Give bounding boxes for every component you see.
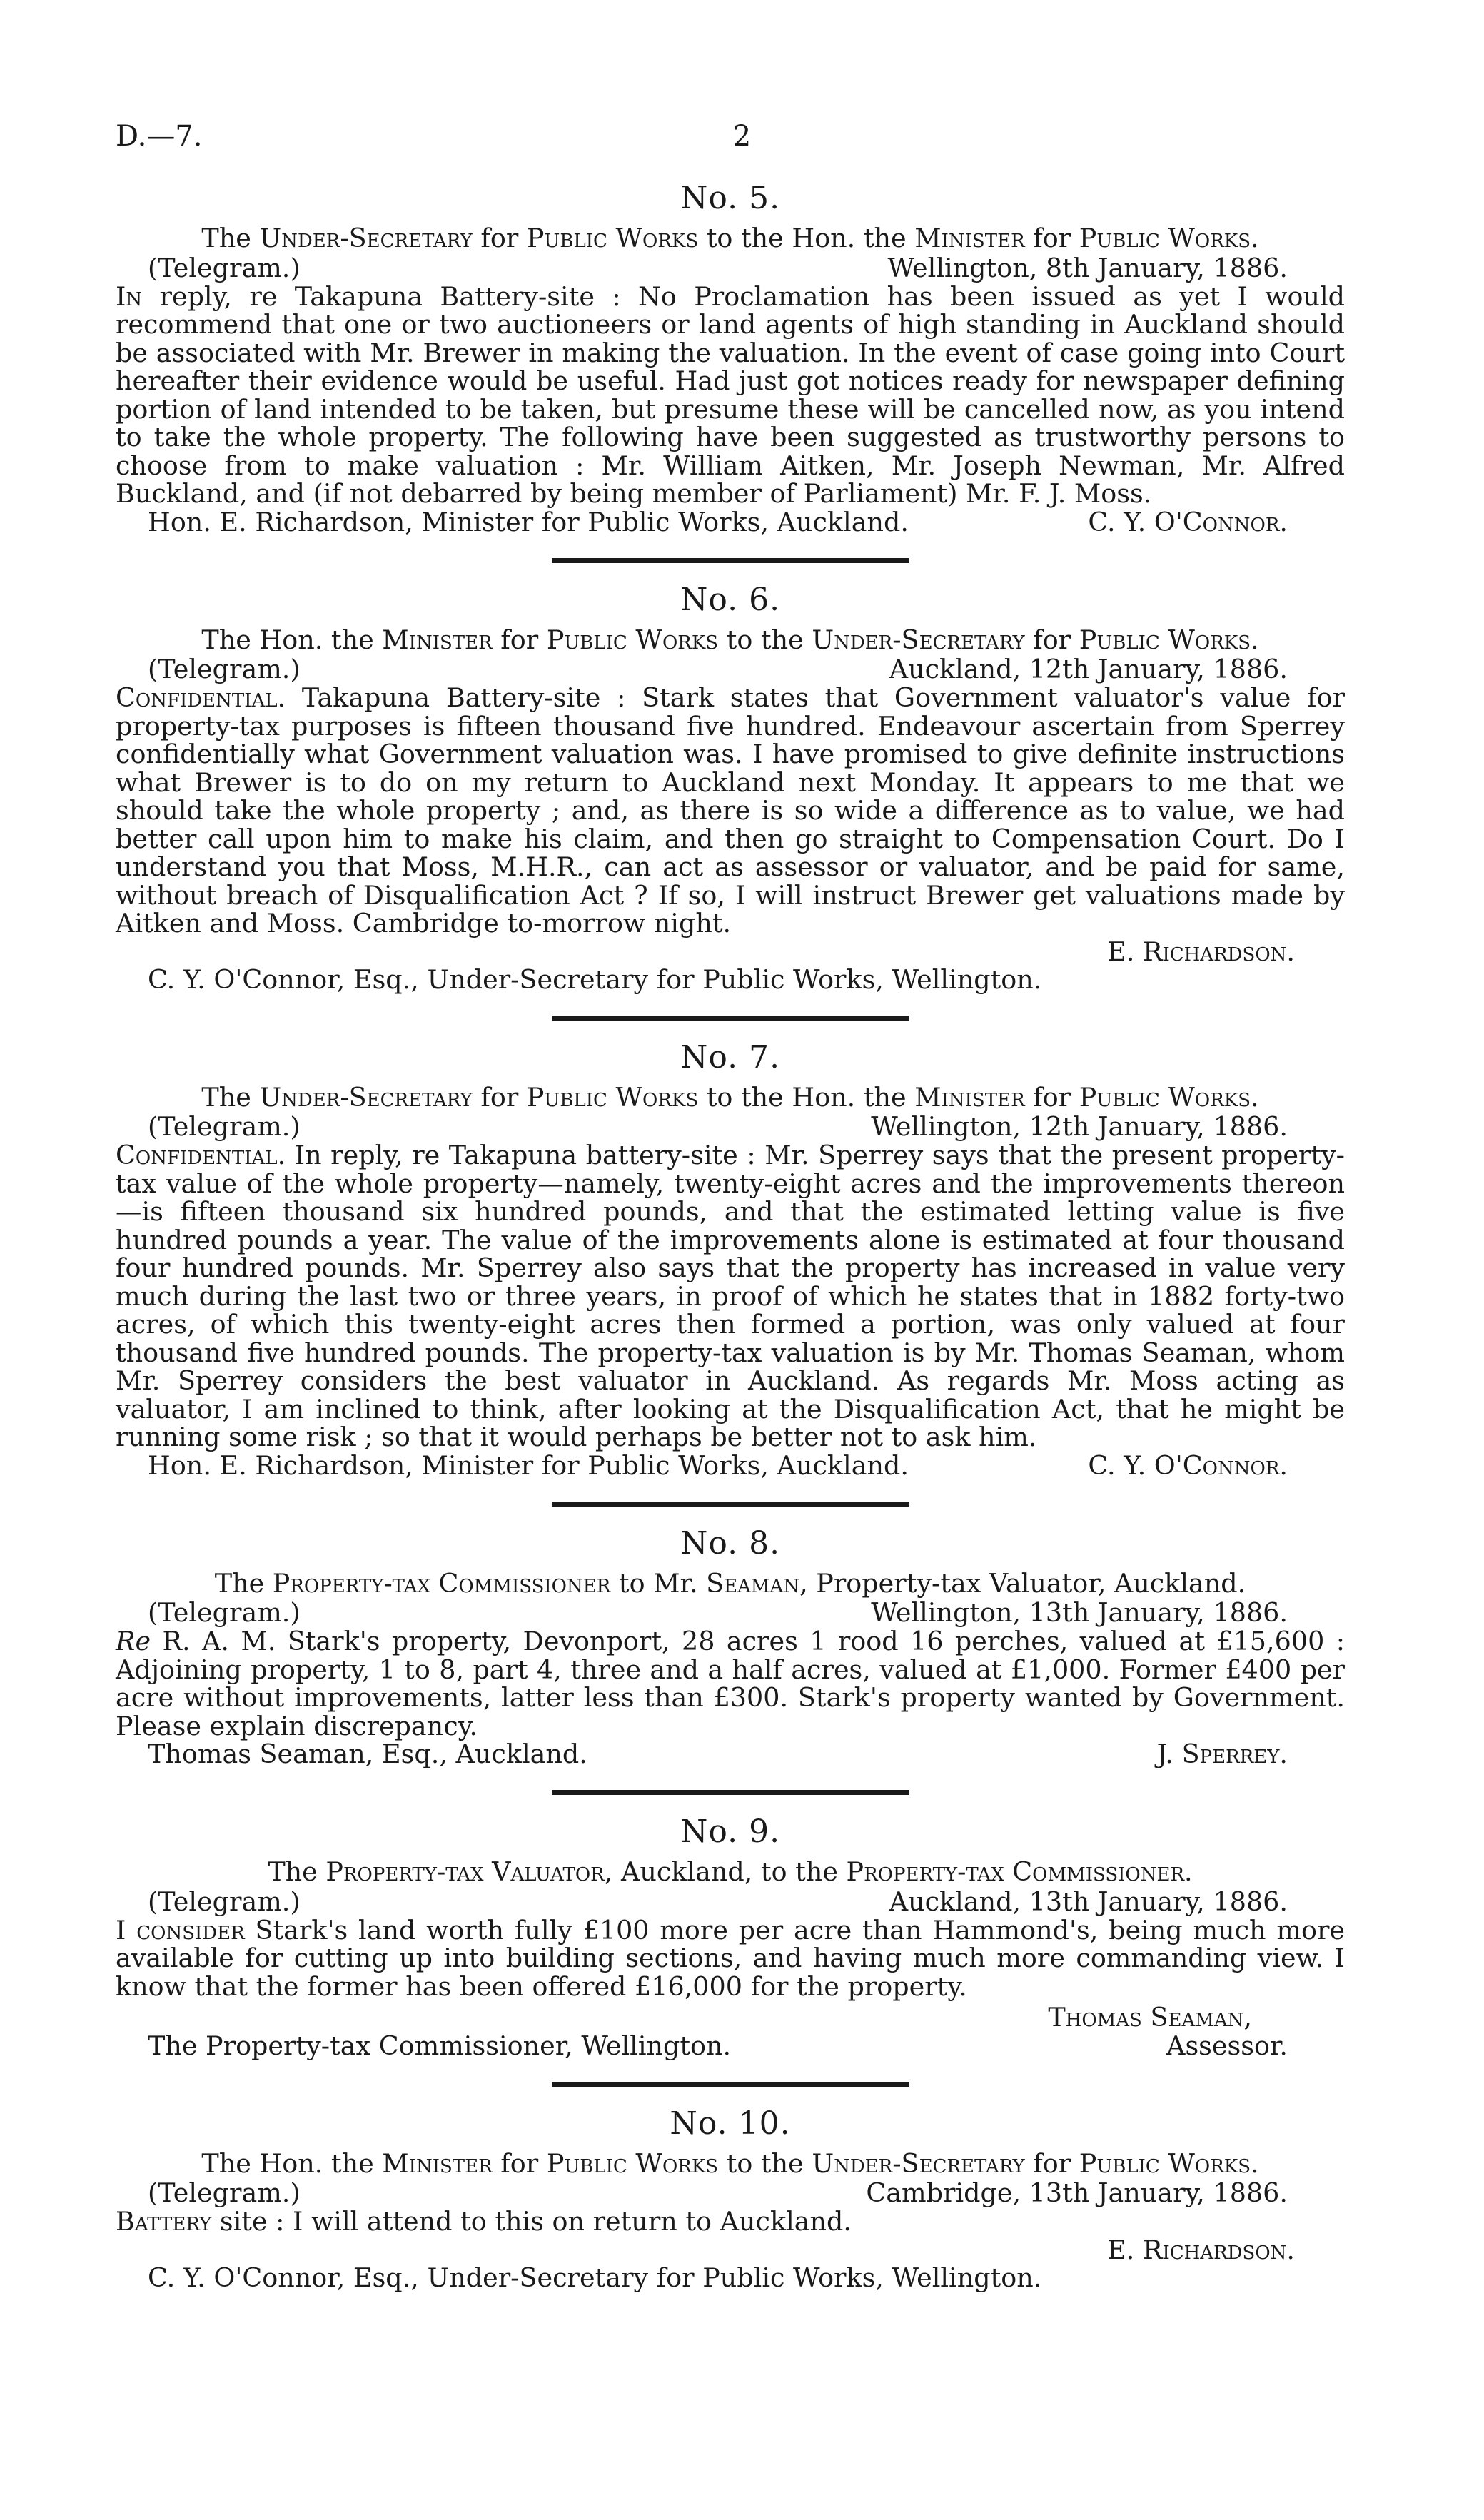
- signature-line: [116, 508, 1345, 537]
- signature: E. Richardson.: [1107, 2234, 1295, 2265]
- letter-number: No. 7.: [680, 1038, 781, 1076]
- signature-line: [116, 1740, 1345, 1768]
- place-date: Wellington, 8th January, 1886.: [887, 252, 1288, 283]
- letter-number: No. 5.: [680, 180, 781, 216]
- page-number: 2: [732, 120, 752, 153]
- addressee: C. Y. O'Connor, Esq., Under-Secretary for Public Works, Wellington.: [148, 964, 1042, 995]
- letter-no-10: [116, 2107, 1345, 2292]
- telegram-label: (Telegram.): [148, 654, 301, 684]
- letter-text: Re R. A. M. Stark's property, Devonport, 28 acres 1 rood 16 perches, valued at £15,600 : Adjoining property, 1 to 8, part 4, three and a half acres, valued at £1,000. Former £400 per acre without improvements, latter less than £300. Stark's property wanted by Government. Please explain discrepancy.: [116, 1626, 1345, 1741]
- telegram-label: (Telegram.): [148, 1597, 301, 1628]
- letter-number: No. 10.: [670, 2105, 791, 2142]
- telegram-line: [116, 655, 1345, 684]
- section-divider: [552, 1502, 909, 1507]
- letter-text: Confidential. In reply, re Takapuna battery-site : Mr. Sperrey says that the present property-tax value of the whole property—namely, twenty-eight acres and the improvements thereon—is fifteen thousand six hundred pounds, and that the estimated letting value is five hundred pounds a year. The value of the improvements alone is estimated at four thousand four hundred pounds. Mr. Sperrey also says that the property has increased in value very much during the last two or three years, in proof of which he states that in 1882 forty-two acres, of which this twenty-eight acres then formed a portion, was only valued at four thousand five hundred pounds. The property-tax valuation is by Mr. Thomas Seaman, whom Mr. Sperrey considers the best valuator in Auckland. As regards Mr. Moss acting as valuator, I am inclined to think, after looking at the Disqualification Act, that he might be running some risk ; so that it would perhaps be better not to ask him.: [116, 1140, 1345, 1452]
- addressee: C. Y. O'Connor, Esq., Under-Secretary for Public Works, Wellington.: [148, 2262, 1042, 2293]
- letter-text: Confidential. Takapuna Battery-site : Stark states that Government valuator's value for property-tax purposes is fifteen thousand five hundred. Endeavour ascertain from Sperrey confidentially what Government valuation was. I have promised to give definite instructions what Brewer is to do on my return to Auckland next Monday. It appears to me that we should take the whole property ; and, as there is so wide a difference as to value, we had better call upon him to make his claim, and then go straight to Compensation Court. Do I understand you that Moss, M.H.R., can act as assessor or valuator, and be paid for same, without breach of Disqualification Act ? If so, I will instruct Brewer get valuations made by Aitken and Moss. Cambridge to-morrow night.: [116, 682, 1345, 938]
- signature-line: [116, 1449, 1345, 1481]
- addressee: The Property-tax Commissioner, Wellington.: [148, 2030, 732, 2061]
- letter-no-5: [116, 181, 1345, 537]
- addressee: Thomas Seaman, Esq., Auckland.: [148, 1739, 587, 1769]
- letter-no-6: [116, 583, 1345, 994]
- letter-no-8: [116, 1524, 1345, 1769]
- telegram-label: (Telegram.): [148, 1111, 301, 1142]
- document-reference: D.—7.: [116, 120, 203, 153]
- section-divider: [552, 558, 909, 563]
- letter-route: The Under-Secretary for Public Works to the Hon. the Minister for Public Works.: [201, 1081, 1259, 1113]
- addressee: Hon. E. Richardson, Minister for Public Works, Auckland.: [148, 506, 909, 537]
- letter-number: No. 9.: [680, 1813, 781, 1850]
- signature: E. Richardson.: [1107, 936, 1295, 967]
- letter-no-9: [116, 1815, 1345, 2060]
- addressee: Hon. E. Richardson, Minister for Public Works, Auckland.: [148, 1449, 909, 1481]
- running-head: [116, 120, 1368, 163]
- letter-route: The Hon. the Minister for Public Works to the Under-Secretary for Public Works.: [201, 624, 1259, 655]
- letter-number: No. 6.: [680, 581, 781, 618]
- section-divider: [552, 2082, 909, 2087]
- letter-no-7: [116, 1038, 1345, 1481]
- telegram-label: (Telegram.): [148, 1886, 301, 1917]
- signature: Thomas Seaman,: [1048, 2002, 1252, 2033]
- signature-line: [116, 2032, 1345, 2060]
- letter-route: The Under-Secretary for Public Works to the Hon. the Minister for Public Works.: [201, 223, 1259, 253]
- letter-text: Battery site : I will attend to this on return to Auckland.: [116, 2206, 852, 2237]
- signatory-title: Assessor.: [1166, 2030, 1288, 2061]
- telegram-label: (Telegram.): [148, 252, 301, 283]
- place-date: Auckland, 12th January, 1886.: [889, 654, 1288, 684]
- letter-route: The Hon. the Minister for Public Works to the Under-Secretary for Public Works.: [201, 2147, 1259, 2179]
- signature: J. Sperrey.: [1156, 1739, 1288, 1769]
- telegram-line: [116, 254, 1345, 283]
- section-divider: [552, 1790, 909, 1795]
- telegram-line: [116, 1599, 1345, 1627]
- section-divider: [552, 1016, 909, 1021]
- letter-text: In reply, re Takapuna Battery-site : No Proclamation has been issued as yet I would recommend that one or two auctioneers or land agents of high standing in Auckland should be associated with Mr. Brewer in making the valuation. In the event of case going into Court hereafter their evidence would be useful. Had just got notices ready for newspaper defining portion of land intended to be taken, but presume these will be cancelled now, as you intend to take the whole property. The following have been suggested as trustworthy persons to choose from to make valuation : Mr. William Aitken, Mr. Joseph Newman, Mr. Alfred Buckland, and (if not debarred by being member of Parliament) Mr. F. J. Moss.: [116, 280, 1345, 509]
- place-date: Wellington, 12th January, 1886.: [871, 1111, 1288, 1142]
- correspondence-body: [116, 178, 1345, 2292]
- place-date: Wellington, 13th January, 1886.: [871, 1597, 1288, 1628]
- letter-route: The Property-tax Valuator, Auckland, to the Property-tax Commissioner.: [268, 1856, 1193, 1887]
- signature: C. Y. O'Connor.: [1088, 1449, 1288, 1481]
- letter-number: No. 8.: [680, 1524, 781, 1562]
- place-date: Cambridge, 13th January, 1886.: [866, 2177, 1288, 2208]
- signature: C. Y. O'Connor.: [1088, 506, 1288, 537]
- letter-route: The Property-tax Commissioner to Mr. Seaman, Property-tax Valuator, Auckland.: [214, 1567, 1246, 1599]
- telegram-label: (Telegram.): [148, 2177, 301, 2208]
- telegram-line: [116, 1888, 1345, 1916]
- place-date: Auckland, 13th January, 1886.: [889, 1886, 1288, 1917]
- letter-text: I consider Stark's land worth fully £100 more per acre than Hammond's, being much more available for cutting up into building sections, and having much more commanding view. I know that the former has been offered £16,000 for the property.: [116, 1914, 1345, 2002]
- telegram-line: [116, 2179, 1345, 2207]
- telegram-line: [116, 1113, 1345, 1141]
